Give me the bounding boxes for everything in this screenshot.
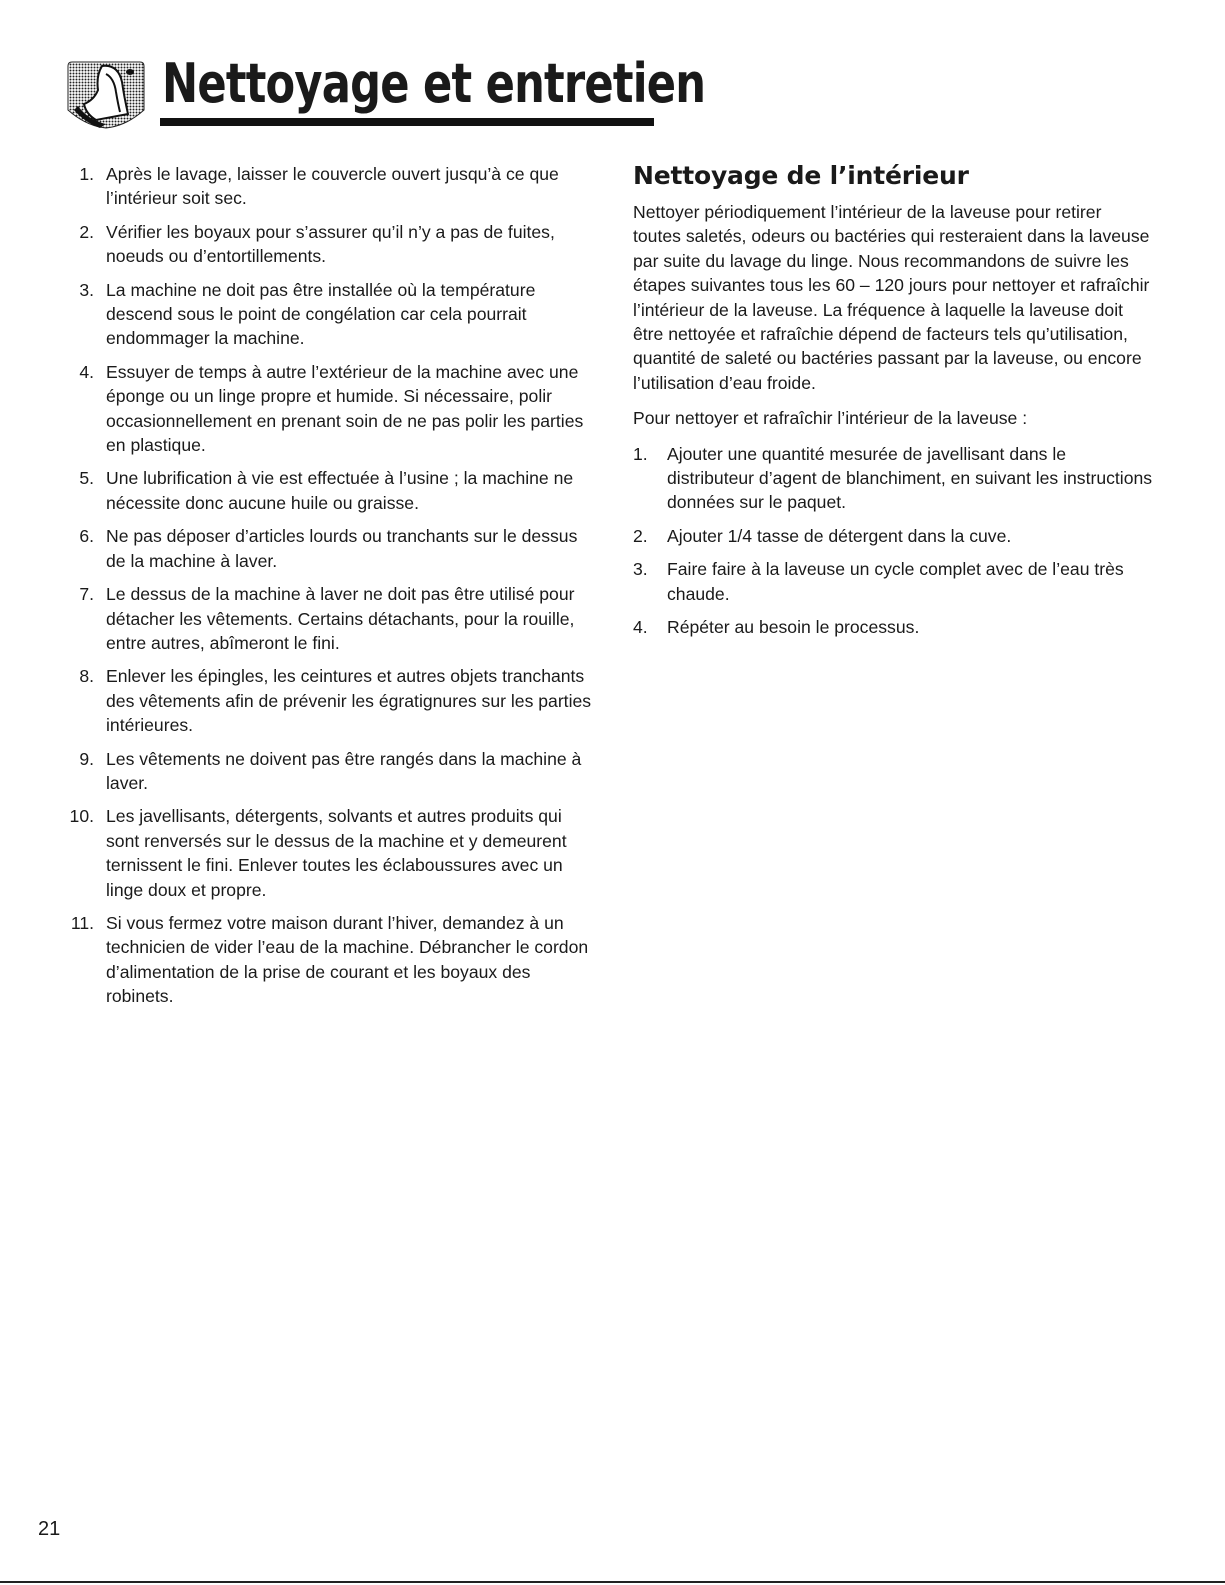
title-underline bbox=[160, 118, 654, 126]
list-item bbox=[50, 360, 595, 458]
list-number: 3. bbox=[79, 279, 94, 300]
list-text: Faire faire à la laveuse un cycle complet avec de l’eau très chaude. bbox=[667, 559, 1124, 604]
care-tips-column bbox=[50, 162, 595, 1018]
list-text: La machine ne doit pas être installée où la température descend sous le point de congélation car cela pourrait endommager la machine. bbox=[106, 279, 536, 349]
list-text: Le dessus de la machine à laver ne doit pas être utilisé pour détacher les vêtements. Certains détachants, pour la rouille, entre autres, abîmeront le fini. bbox=[106, 584, 575, 653]
page-number: 21 bbox=[38, 1518, 61, 1540]
list-number: 5. bbox=[79, 468, 94, 489]
list-number: 2. bbox=[633, 525, 648, 546]
list-text: Les vêtements ne doivent pas être rangés dans la machine à laver. bbox=[106, 748, 582, 793]
list-item bbox=[50, 524, 595, 573]
list-item bbox=[50, 466, 595, 515]
list-item bbox=[50, 278, 595, 351]
page-bottom-rule bbox=[0, 1581, 1225, 1583]
list-item bbox=[633, 615, 1153, 639]
page-title: Nettoyage et entretien bbox=[162, 52, 706, 115]
list-text: Ajouter une quantité mesurée de javellisant dans le distributeur d’agent de blanchiment, en suivant les instructions données sur le paquet. bbox=[667, 443, 1153, 513]
list-item bbox=[50, 804, 595, 902]
list-item bbox=[50, 911, 595, 1009]
steps-lead: Pour nettoyer et rafraîchir l’intérieur de la laveuse : bbox=[633, 408, 1028, 429]
list-text: Les javellisants, détergents, solvants et autres produits qui sont renversés sur le dessus de la machine et y demeurent ternissent le fini. Enlever toutes les éclaboussures avec un linge doux et propre. bbox=[106, 806, 567, 900]
list-text: Enlever les épingles, les ceintures et autres objets tranchants des vêtements afin de prévenir les égratignures sur les parties intérieures. bbox=[106, 666, 592, 736]
list-item bbox=[633, 442, 1153, 515]
list-number: 1. bbox=[79, 164, 94, 184]
list-number: 3. bbox=[633, 559, 648, 580]
list-item bbox=[633, 557, 1153, 606]
list-number: 1. bbox=[633, 443, 648, 464]
list-number: 8. bbox=[79, 666, 94, 687]
list-item bbox=[50, 162, 595, 211]
list-text: Essuyer de temps à autre l’extérieur de la machine avec une éponge ou un linge propre et humide. Si nécessaire, polir occasionnellement en prenant soin de ne pas polir les parties en plastique. bbox=[106, 361, 584, 456]
list-text: Si vous fermez votre maison durant l’hiver, demandez à un technicien de vider l’eau de la machine. Débrancher le cordon d’alimentation de la prise de courant et les boyaux des robinets. bbox=[106, 912, 589, 1007]
list-text: Ajouter 1/4 tasse de détergent dans la cuve. bbox=[667, 525, 1012, 546]
list-number: 9. bbox=[79, 748, 94, 769]
list-number: 6. bbox=[79, 526, 94, 547]
care-tips-list bbox=[50, 162, 595, 1009]
list-text: Vérifier les boyaux pour s’assurer qu’il n’y a pas de fuites, noeuds ou d’entortillements. bbox=[106, 221, 555, 267]
list-number: 7. bbox=[79, 584, 94, 605]
list-text: Une lubrification à vie est effectuée à l’usine ; la machine ne nécessite donc aucune huile ou graisse. bbox=[106, 468, 574, 513]
list-number: 4. bbox=[79, 361, 94, 382]
list-item bbox=[50, 664, 595, 737]
list-number: 2. bbox=[79, 221, 94, 242]
page-header bbox=[66, 48, 706, 134]
section-title: Nettoyage de l’intérieur bbox=[633, 161, 969, 190]
list-text: Répéter au besoin le processus. bbox=[667, 617, 920, 638]
section-intro: Nettoyer périodiquement l’intérieur de la laveuse pour retirer toutes saletés, odeurs ou bactéries qui resteraient dans la laveuse par suite du lavage du linge. Nous recommandons de suivre les étapes suivantes tous les 60 – 120 jours pour nettoyer et rafraîchir l’intérieur de la laveuse. La fréquence à laquelle la laveuse doit être nettoyée et rafraîchie dépend de facteurs tels qu’utilisation, quantité de saleté ou bactéries passant par la laveuse, ou encore l’utilisation d’eau froide. bbox=[633, 202, 1150, 393]
list-item bbox=[50, 220, 595, 269]
interior-cleaning-section bbox=[633, 160, 1153, 649]
list-text: Ne pas déposer d’articles lourds ou tranchants sur le dessus de la machine à laver. bbox=[106, 526, 578, 571]
cleaning-steps-list bbox=[633, 442, 1153, 640]
washer-care-icon bbox=[66, 60, 146, 130]
list-item bbox=[50, 582, 595, 655]
list-number: 10. bbox=[69, 806, 94, 827]
list-text: Après le lavage, laisser le couvercle ouvert jusqu’à ce que l’intérieur soit sec. bbox=[106, 164, 559, 209]
list-number: 4. bbox=[633, 617, 648, 638]
list-item bbox=[50, 747, 595, 796]
list-item bbox=[633, 524, 1153, 548]
list-number: 11. bbox=[70, 912, 94, 933]
